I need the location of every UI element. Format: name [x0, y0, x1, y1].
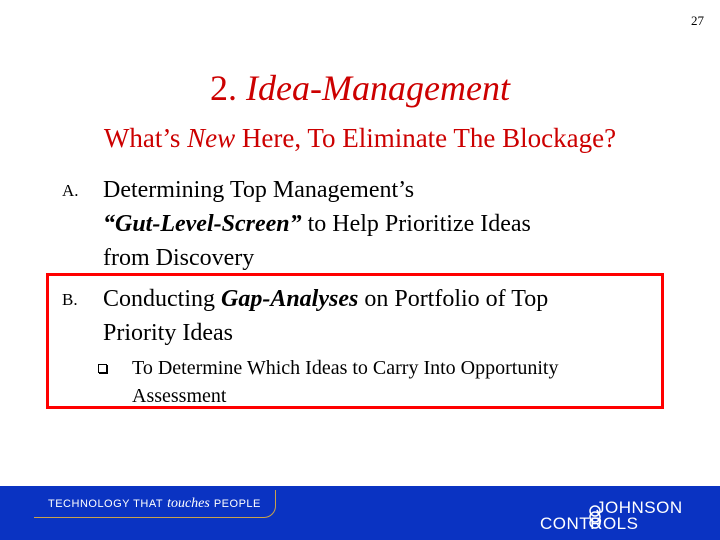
tagline-script: touches	[167, 495, 210, 511]
item-text-a	[103, 173, 683, 275]
sub-item-line1: To Determine Which Ideas to Carry Into Opportunity	[132, 357, 559, 379]
item-a-line2-rest: to Help Prioritize Ideas	[301, 211, 531, 237]
subtitle-emphasis: New	[187, 123, 236, 153]
item-marker-b: B.	[62, 290, 78, 309]
footer-bar	[0, 486, 720, 540]
sub-item-text	[132, 354, 672, 410]
slide-subtitle	[0, 121, 720, 155]
sub-item-line2: Assessment	[132, 385, 227, 407]
subtitle-before: What’s	[103, 123, 188, 153]
title-number: 2.	[210, 68, 238, 108]
title-text: Idea-Management	[246, 68, 510, 108]
item-marker-a: A.	[62, 181, 79, 200]
item-a-line2	[103, 207, 683, 241]
square-bullet-icon	[98, 364, 107, 373]
logo-line2: CONTROLS	[540, 514, 639, 533]
item-b-after: on Portfolio of Top	[358, 286, 549, 312]
item-b-line1	[103, 282, 683, 316]
item-text-b	[103, 282, 683, 350]
slide-title	[0, 66, 720, 110]
item-a-line1: Determining Top Management’s	[103, 177, 415, 203]
item-b-before: Conducting	[103, 286, 221, 312]
item-b-emphasis: Gap-Analyses	[221, 286, 359, 312]
item-b-line2: Priority Ideas	[103, 320, 233, 346]
tagline-before: TECHNOLOGY THAT	[48, 497, 164, 510]
logo-line1: JOHNSON	[596, 498, 683, 517]
tagline-after: PEOPLE	[213, 497, 261, 510]
item-a-emphasis: “Gut-Level-Screen”	[103, 211, 302, 237]
subtitle-after: Here, To Eliminate The Blockage?	[235, 123, 617, 153]
tagline	[34, 490, 276, 518]
company-logo	[540, 498, 700, 538]
item-a-line3: from Discovery	[103, 245, 255, 271]
page-number: 27	[691, 13, 704, 28]
